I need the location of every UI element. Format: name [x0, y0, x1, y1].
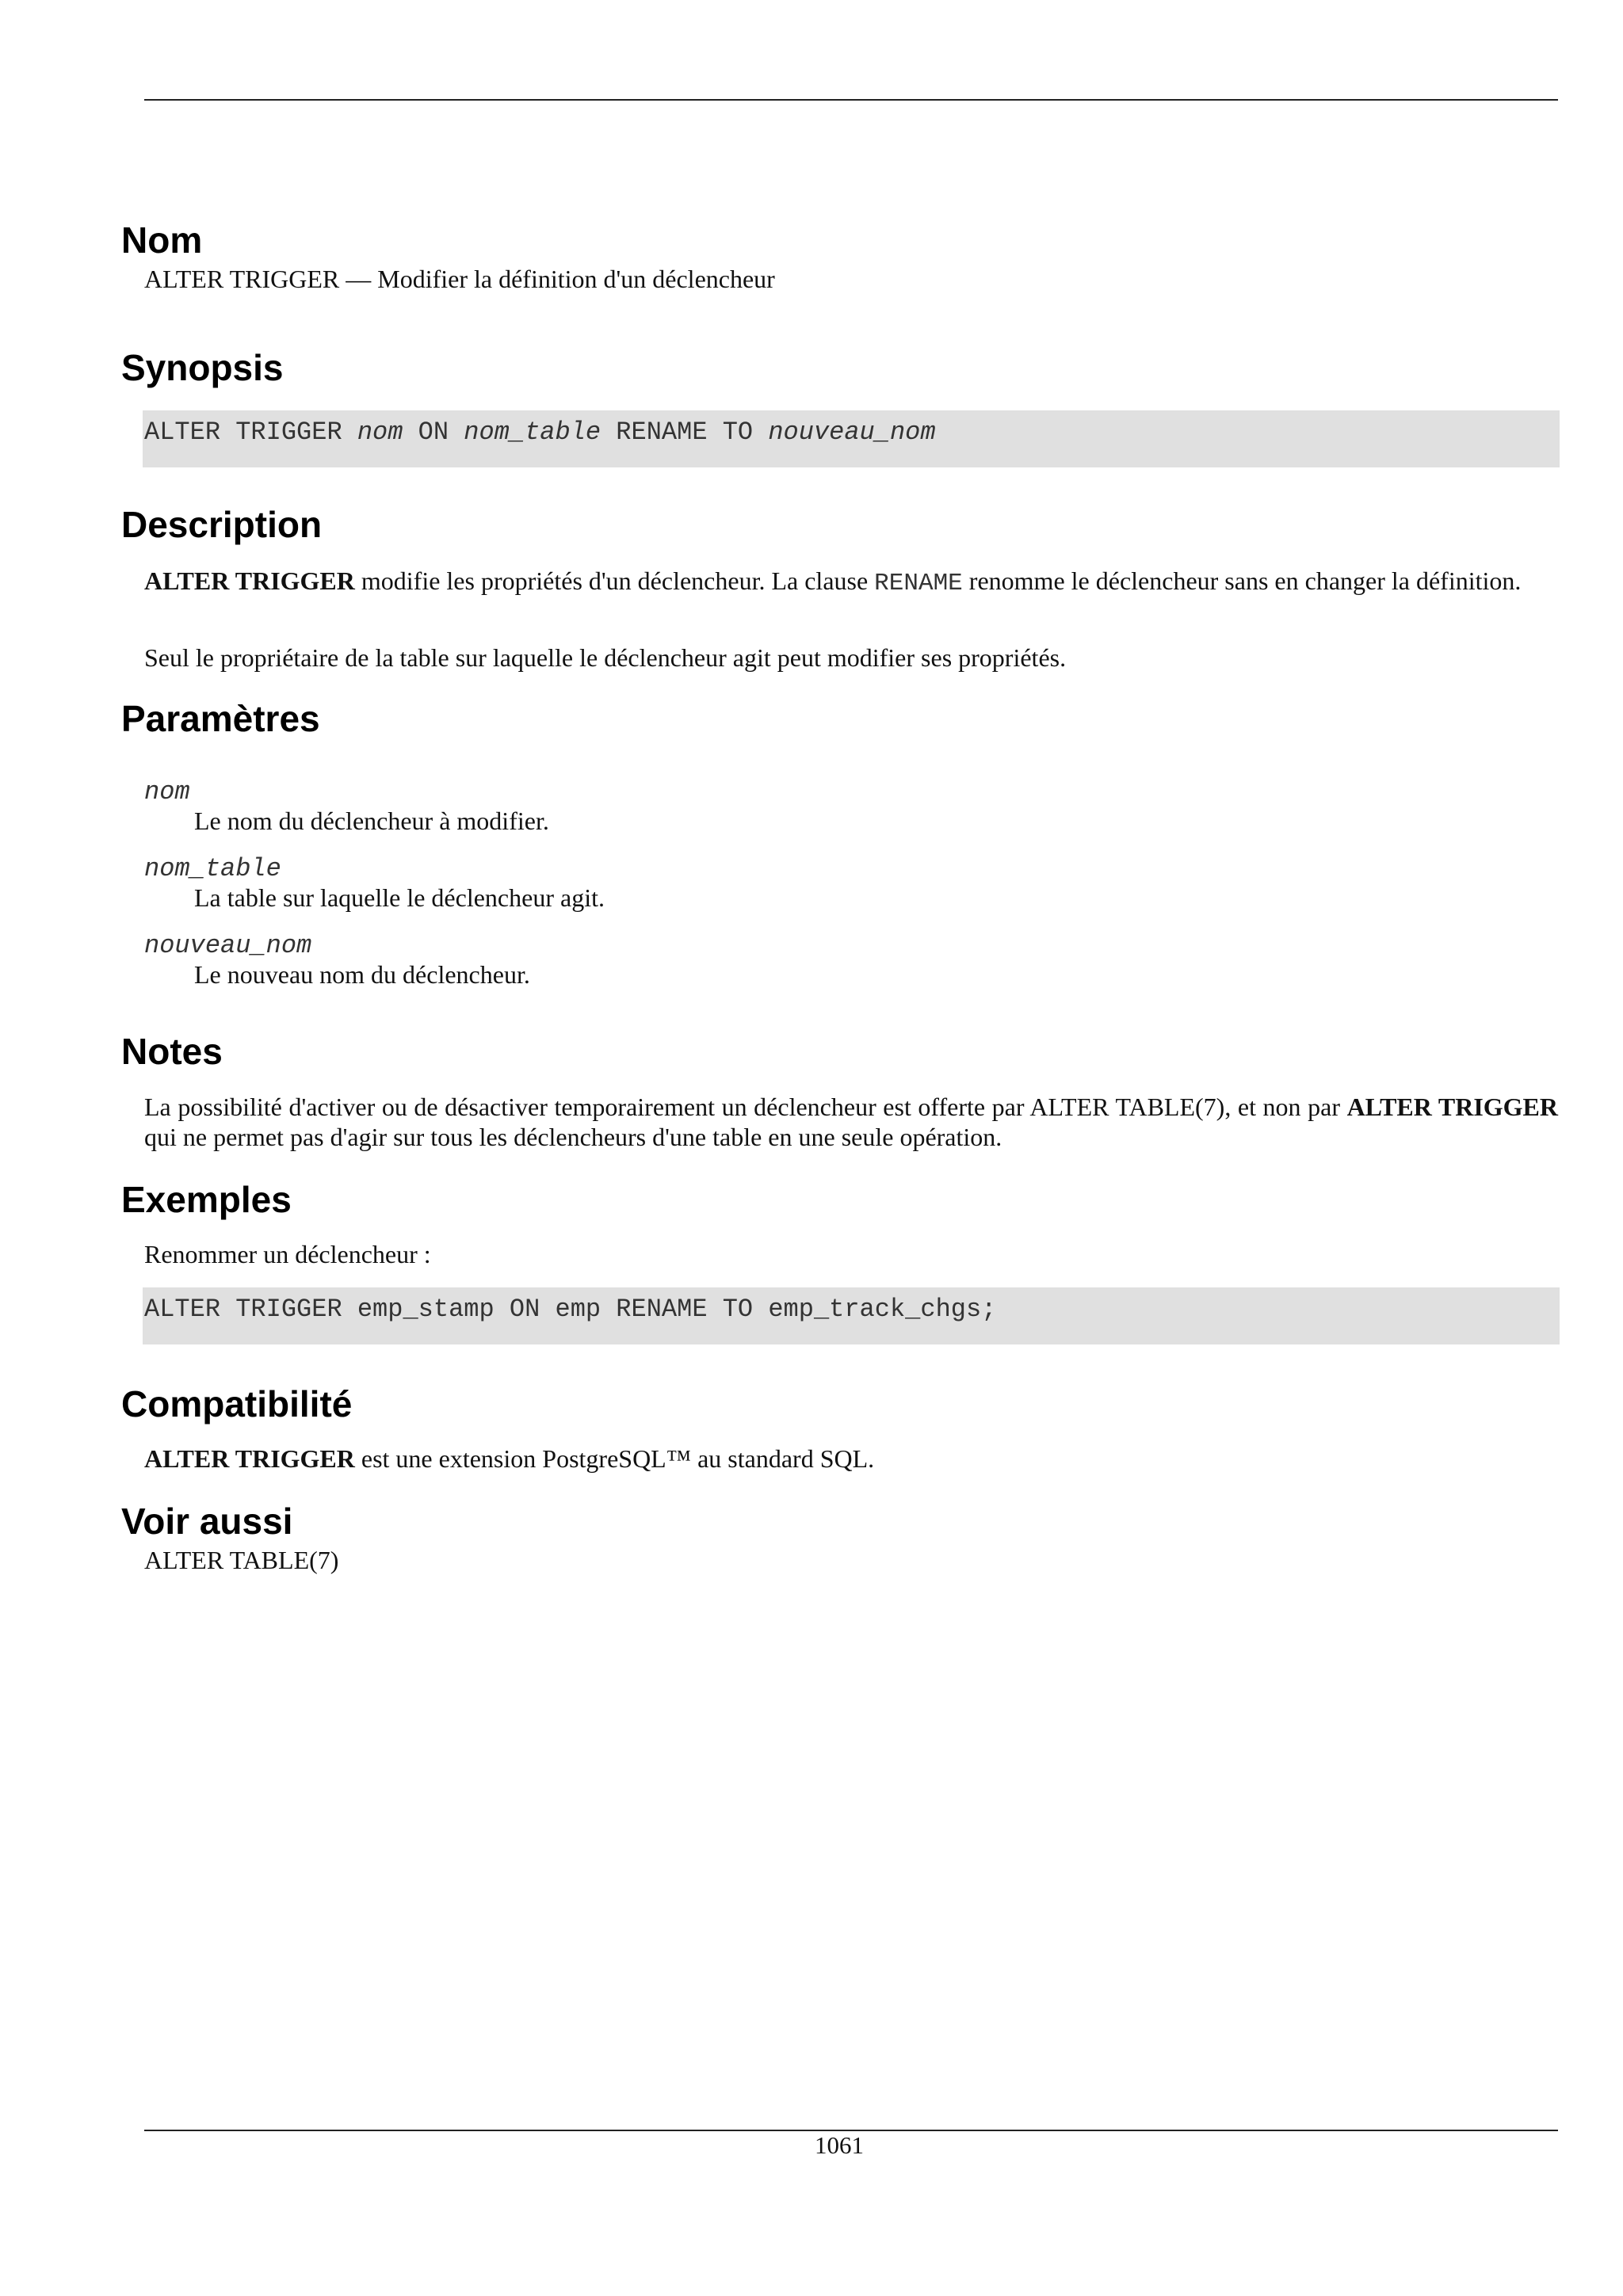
- section-heading-nom: Nom: [121, 219, 203, 261]
- header-rule: [144, 99, 1558, 101]
- compatibilite-command-name: ALTER TRIGGER: [144, 1444, 355, 1473]
- section-heading-synopsis: Synopsis: [121, 347, 284, 388]
- section-heading-voir-aussi: Voir aussi: [121, 1501, 293, 1542]
- section-heading-parametres: Paramètres: [121, 698, 320, 739]
- parameter-definition: Le nom du déclencheur à modifier.: [194, 807, 549, 835]
- exemples-intro: Renommer un déclencheur :: [144, 1240, 431, 1268]
- inline-code-rename: RENAME: [874, 570, 963, 597]
- section-heading-description: Description: [121, 504, 323, 545]
- voir-aussi-text: ALTER TABLE(7): [144, 1546, 339, 1574]
- notes-paragraph: La possibilité d'activer ou de désactiver temporairement un déclencheur est offerte par ALTER TABLE(7), et non par ALTER TRIGGER qui ne permet pas d'agir sur tous les déclencheurs d'une table en une seule opération.: [144, 1093, 1559, 1151]
- parameter-term: nom_table: [144, 854, 281, 883]
- parameter-definition: La table sur laquelle le déclencheur agit.: [194, 883, 605, 912]
- section-heading-compatibilite: Compatibilité: [121, 1383, 353, 1425]
- notes-command-name: ALTER TRIGGER: [1346, 1093, 1559, 1121]
- synopsis-code-var: nom: [357, 418, 403, 447]
- synopsis-code-part: RENAME TO: [601, 418, 769, 447]
- section-heading-exemples: Exemples: [121, 1179, 292, 1220]
- description-paragraph-2: Seul le propriétaire de la table sur laquelle le déclencheur agit peut modifier ses propriétés.: [144, 643, 1067, 672]
- exemples-code-block: ALTER TRIGGER emp_stamp ON emp RENAME TO emp_track_chgs;: [143, 1287, 1560, 1344]
- synopsis-code-var: nom_table: [464, 418, 601, 447]
- synopsis-code-part: ON: [403, 418, 464, 447]
- parameter-definition: Le nouveau nom du déclencheur.: [194, 960, 530, 989]
- page-number: 1061: [815, 2131, 864, 2159]
- synopsis-code-part: ALTER TRIGGER: [144, 418, 357, 447]
- description-paragraph-1: ALTER TRIGGER modifie les propriétés d'un déclencheur. La clause RENAME renomme le déclencheur sans en changer la définition.: [144, 566, 1522, 597]
- synopsis-code-var: nouveau_nom: [768, 418, 936, 447]
- synopsis-code-block: [143, 410, 1560, 467]
- description-command-name: ALTER TRIGGER: [144, 566, 355, 595]
- nom-text: ALTER TRIGGER — Modifier la définition d'un déclencheur: [144, 265, 775, 293]
- parameter-term: nouveau_nom: [144, 931, 312, 960]
- parameter-term: nom: [144, 777, 190, 807]
- compatibilite-paragraph: ALTER TRIGGER est une extension PostgreSQL™ au standard SQL.: [144, 1444, 875, 1473]
- section-heading-notes: Notes: [121, 1031, 223, 1072]
